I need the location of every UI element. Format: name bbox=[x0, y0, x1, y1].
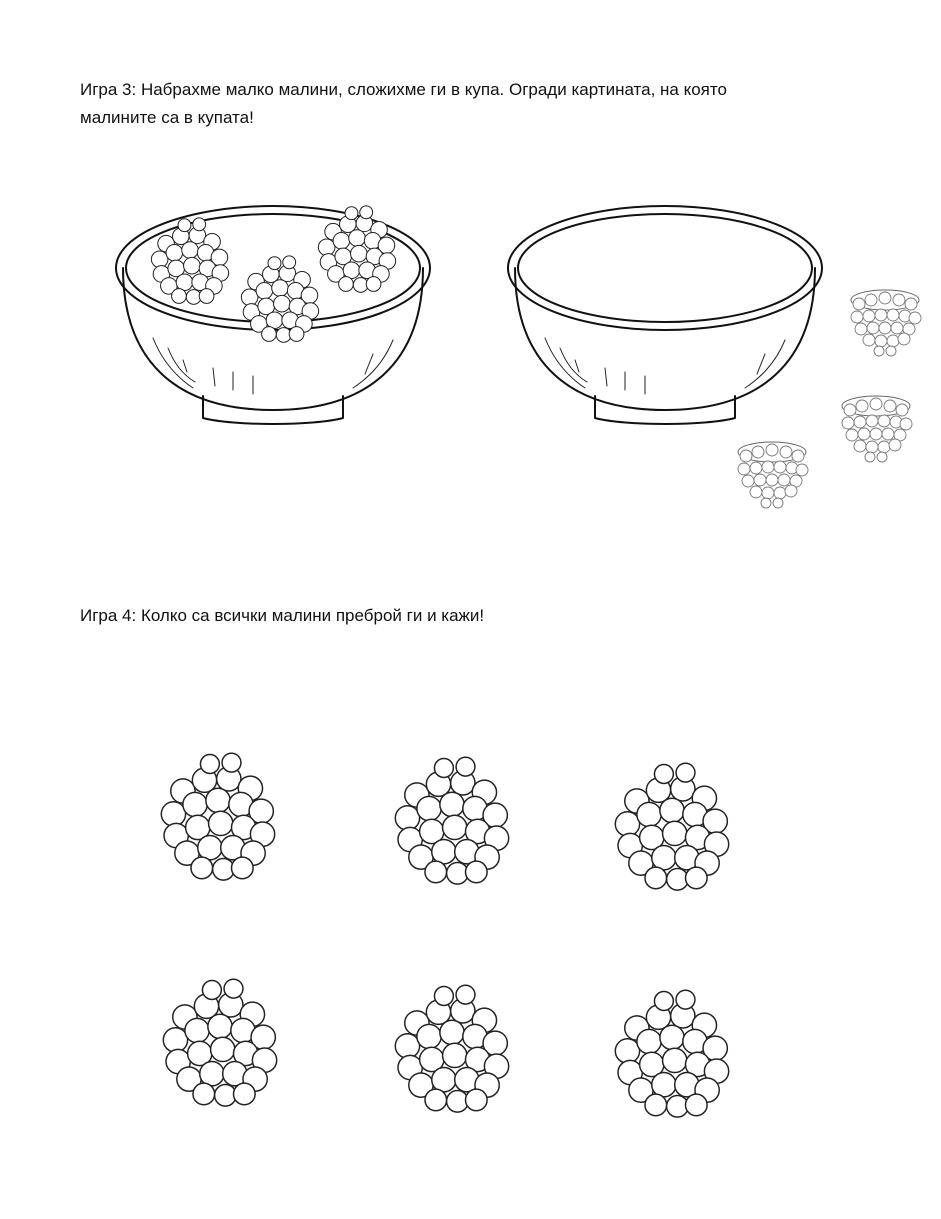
raspberry-icon bbox=[395, 985, 508, 1112]
bowl-with-raspberries[interactable] bbox=[116, 206, 430, 424]
bowl-icon bbox=[508, 206, 822, 424]
raspberry-icon bbox=[151, 218, 228, 304]
task-4-line-1: Игра 4: Колко са всички малини преброй ги и кажи! bbox=[80, 606, 485, 625]
raspberry-icon bbox=[851, 290, 921, 356]
raspberry-icon bbox=[163, 979, 276, 1106]
raspberry-icon bbox=[161, 753, 274, 880]
raspberry-icon bbox=[241, 256, 318, 342]
raspberry-icon bbox=[615, 763, 728, 890]
task-3-line-2: малините са в купата! bbox=[80, 108, 254, 127]
raspberry-icon bbox=[842, 396, 912, 462]
raspberry-icon bbox=[738, 442, 808, 508]
raspberry-icon bbox=[615, 990, 728, 1117]
task-3-line-1: Игра 3: Набрахме малко малини, сложихме ги в купа. Огради картината, на която bbox=[80, 80, 727, 99]
raspberries-to-count bbox=[161, 753, 728, 1117]
empty-bowl-with-raspberries-outside[interactable] bbox=[508, 206, 921, 508]
raspberry-icon bbox=[395, 757, 508, 884]
